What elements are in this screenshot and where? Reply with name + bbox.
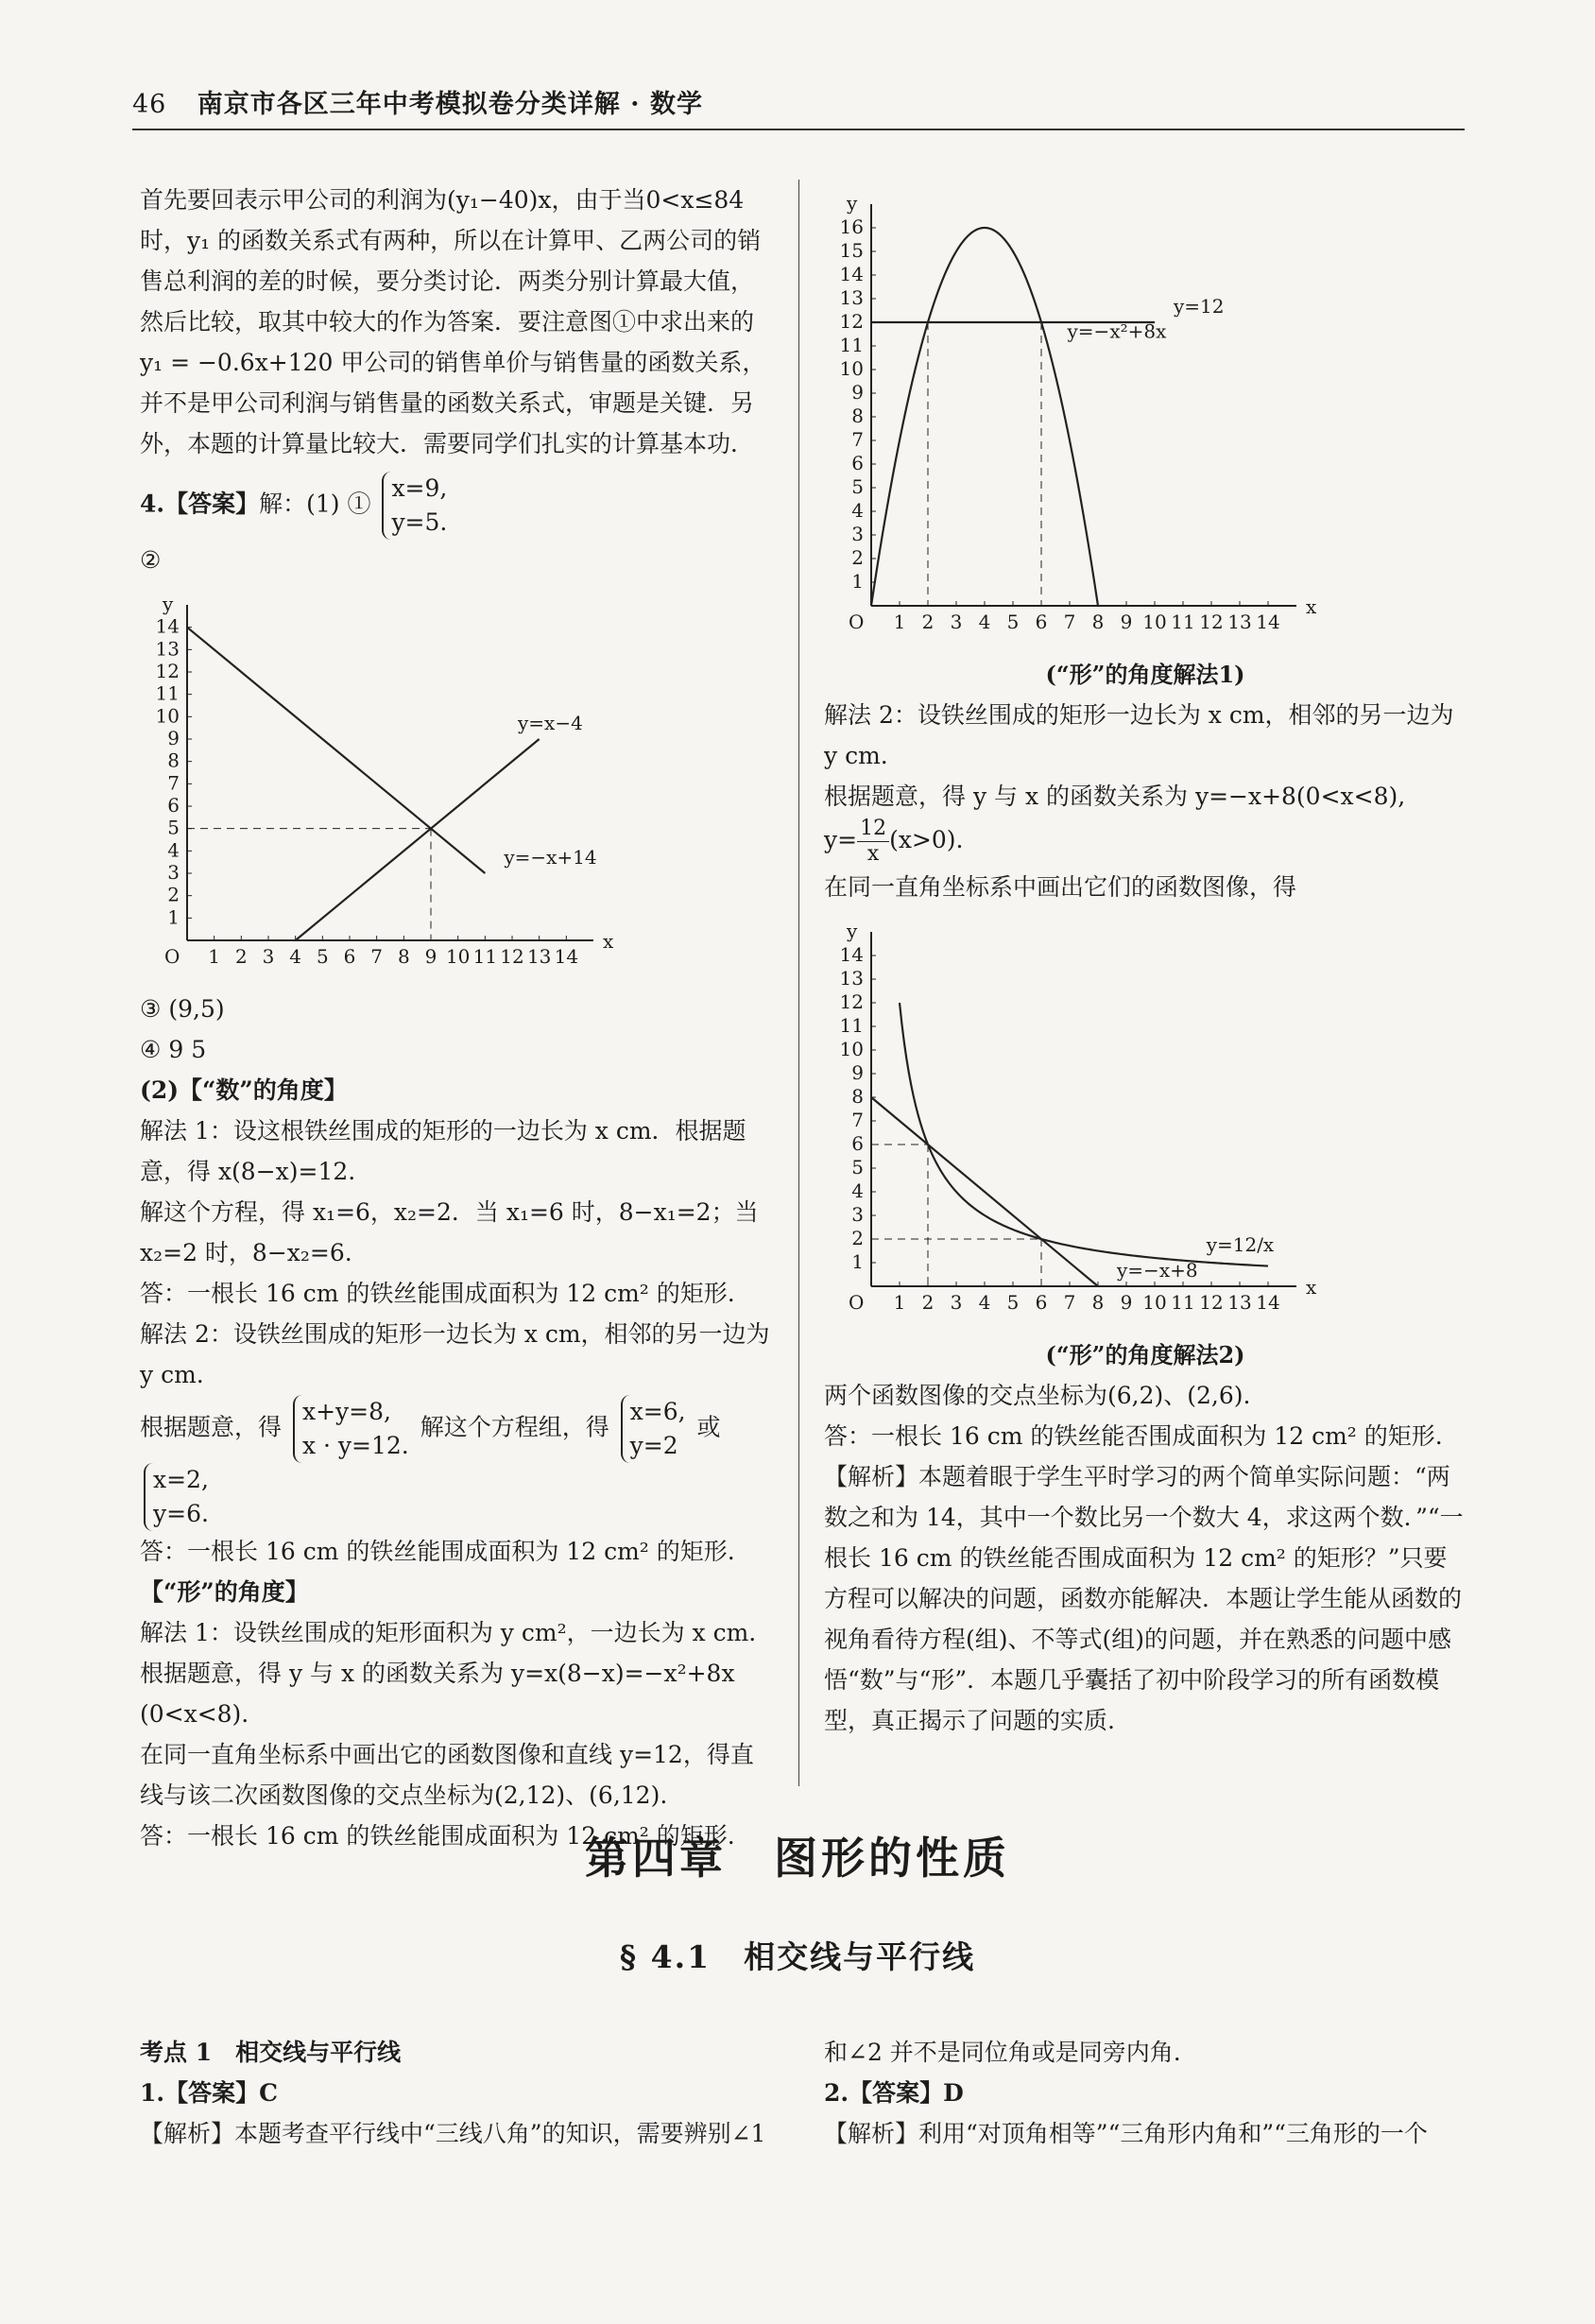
y-tick-label: 13 <box>839 286 864 309</box>
y-tick-label: 13 <box>155 637 180 661</box>
header-rule <box>132 129 1465 130</box>
shu-method2: 解法 2：设铁丝围成的矩形一边长为 x cm，相邻的另一边为 y cm. <box>140 1320 770 1388</box>
fraction-numerator: 12 <box>857 817 889 842</box>
caption-method2: (“形”的角度解法2) <box>1045 1341 1245 1369</box>
y-tick-label: 4 <box>851 499 864 522</box>
y-tick-label: 4 <box>167 838 180 862</box>
q4-label: 4.【答案】 <box>140 490 260 518</box>
x-tick-label: 4 <box>978 1291 991 1314</box>
y-tick-label: 14 <box>839 943 864 966</box>
shu-system2 <box>621 1395 686 1463</box>
x-tick-label: 8 <box>1091 611 1105 633</box>
series-label: y=−x²+8x <box>1067 319 1167 343</box>
shu-solve: 解这个方程，得 x₁=6，x₂=2．当 x₁=6 时，8−x₁=2；当 x₂=2 时，8−x₂=6. <box>140 1198 759 1266</box>
x-tick-label: 2 <box>921 1291 935 1314</box>
origin-label: O <box>849 611 865 633</box>
x-axis-label: x <box>1306 595 1317 618</box>
x-tick-label: 7 <box>1063 1291 1076 1314</box>
x-tick-label: 5 <box>316 945 329 968</box>
x-tick-label: 1 <box>893 1291 906 1314</box>
x-tick-label: 13 <box>1227 1291 1252 1314</box>
y-tick-label: 2 <box>851 546 864 569</box>
origin-label: O <box>164 945 180 968</box>
shu-answer1: 答：一根长 16 cm 的铁丝能围成面积为 12 cm² 的矩形. <box>140 1280 735 1307</box>
series-line-0 <box>187 628 485 873</box>
x-tick-label: 9 <box>1120 611 1133 633</box>
x-tick-label: 1 <box>893 611 906 633</box>
series-label: y=−x+8 <box>1117 1259 1198 1282</box>
left-column <box>140 180 775 1856</box>
r-answer: 答：一根长 16 cm 的铁丝能否围成面积为 12 cm² 的矩形. <box>824 1422 1443 1450</box>
y-tick-label: 16 <box>839 215 864 238</box>
y-tick-label: 1 <box>167 905 180 929</box>
x-tick-label: 9 <box>1120 1291 1133 1314</box>
y-tick-label: 14 <box>155 614 180 638</box>
y-tick-label: 3 <box>167 861 180 884</box>
x-tick-label: 11 <box>472 945 498 968</box>
series-label: y=x−4 <box>518 712 583 734</box>
x-tick-label: 12 <box>500 945 524 968</box>
chart-linear-intersection <box>140 586 631 983</box>
y-tick-label: 11 <box>839 334 864 356</box>
series-line-1 <box>900 1003 1268 1266</box>
x-tick-label: 11 <box>1171 611 1195 633</box>
shu-answer2: 答：一根长 16 cm 的铁丝能围成面积为 12 cm² 的矩形. <box>140 1538 735 1565</box>
series-line-0 <box>871 1097 1098 1286</box>
series-label: y=12/x <box>1206 1233 1275 1257</box>
x-tick-label: 13 <box>1227 611 1252 633</box>
answer-2: 2.【答案】D <box>824 2079 964 2107</box>
y-tick-label: 6 <box>167 794 180 817</box>
y-tick-label: 7 <box>851 428 864 451</box>
fraction <box>857 817 889 867</box>
section-title: § 4.1 相交线与平行线 <box>619 1938 976 1975</box>
y-tick-label: 4 <box>851 1179 864 1202</box>
y-tick-label: 5 <box>851 1156 864 1179</box>
shu-sys1-l2: x · y=12. <box>301 1432 409 1459</box>
r-hyperbola-eq <box>824 817 1466 867</box>
x-tick-label: 3 <box>950 1291 963 1314</box>
origin-label: O <box>849 1291 865 1314</box>
x-tick-label: 14 <box>1256 611 1280 633</box>
xing-answer: 答：一根长 16 cm 的铁丝能围成面积为 12 cm² 的矩形. <box>140 1822 735 1850</box>
x-tick-label: 4 <box>289 945 302 968</box>
bottom-left <box>140 2032 782 2154</box>
shu-sys2-l1: x=6, <box>629 1398 686 1425</box>
y-tick-label: 15 <box>839 239 864 262</box>
y-tick-label: 12 <box>155 660 180 682</box>
x-tick-label: 10 <box>1142 1291 1167 1314</box>
x-tick-label: 6 <box>1035 1291 1048 1314</box>
shu-sys-a: 根据题意，得 <box>140 1413 283 1441</box>
shu-sys3-l2: y=6. <box>153 1500 209 1527</box>
chapter-title: 第四章 图形的性质 <box>585 1833 1010 1884</box>
series-line-0 <box>871 228 1098 606</box>
y-tick-label: 8 <box>851 405 864 427</box>
y-tick-label: 7 <box>851 1109 864 1131</box>
x-tick-label: 12 <box>1199 1291 1224 1314</box>
r-relation: 根据题意，得 y 与 x 的函数关系为 y=−x+8(0<x<8), <box>824 783 1406 810</box>
y-tick-label: 8 <box>851 1085 864 1108</box>
bottom-right <box>824 2032 1466 2154</box>
y-tick-label: 6 <box>851 1132 864 1155</box>
shu-sys3-l1: x=2, <box>153 1466 209 1493</box>
q4-item4: ④ 9 5 <box>140 1036 207 1063</box>
x-tick-label: 5 <box>1006 1291 1020 1314</box>
analysis-1: 【解析】本题考查平行线中“三线八角”的知识，需要辨别∠1 <box>140 2120 766 2147</box>
x-tick-label: 7 <box>370 945 384 968</box>
series-line-1 <box>296 739 540 940</box>
xing-heading: 【“形”的角度】 <box>140 1578 309 1606</box>
x-tick-label: 11 <box>1171 1291 1195 1314</box>
book-title: 南京市各区三年中考模拟卷分类详解 · 数学 <box>197 90 703 119</box>
chart-hyperbola <box>824 913 1334 1329</box>
x-tick-label: 1 <box>208 945 221 968</box>
q4-item2: ② <box>140 546 162 574</box>
xing-method1: 解法 1：设铁丝围成的矩形面积为 y cm²，一边长为 x cm. 根据题意，得 y 与 x 的函数关系为 y=x(8−x)=−x²+8x (0<x<8). <box>140 1619 757 1728</box>
shu-system3 <box>144 1463 209 1531</box>
r-analysis: 【解析】本题着眼于学生平时学习的两个简单实际问题：“两数之和为 14，其中一个数比另一个数大 4，求这两个数．”“一根长 16 cm 的铁丝能否围成面积为 12 cm² 的矩形？”只要方程可以解决的问题，函数亦能解决．本题让学生能从函数的视角看待方程(组)、不等式(组)的问题，并在熟悉的问题中感悟“数”与“形”．本题几乎囊括了初中阶段学习的所有函数模型，真正揭示了问题的实质. <box>824 1463 1464 1734</box>
answer-1: 1.【答案】C <box>140 2079 278 2107</box>
right-column <box>824 180 1466 1741</box>
y-tick-label: 3 <box>851 1203 864 1226</box>
y-tick-label: 10 <box>155 704 180 728</box>
x-tick-label: 14 <box>1256 1291 1280 1314</box>
kaodian-heading: 考点 1 相交线与平行线 <box>140 2039 402 2066</box>
y-tick-label: 5 <box>167 816 180 839</box>
fraction-denominator: x <box>866 842 880 866</box>
xing-intersection: 在同一直角坐标系中画出它的函数图像和直线 y=12，得直线与该二次函数图像的交点坐标为(2,12)、(6,12). <box>140 1741 754 1809</box>
series-label: y=12 <box>1174 295 1225 318</box>
x-tick-label: 8 <box>1091 1291 1105 1314</box>
caption-method1: (“形”的角度解法1) <box>1045 661 1245 688</box>
y-tick-label: 11 <box>839 1014 864 1037</box>
r-eq-domain: (x>0). <box>889 826 964 853</box>
column-divider <box>798 180 799 1786</box>
r-method2: 解法 2：设铁丝围成的矩形一边长为 x cm，相邻的另一边为 y cm. <box>824 701 1454 769</box>
x-tick-label: 5 <box>1006 611 1020 633</box>
x-tick-label: 6 <box>1035 611 1048 633</box>
page-header <box>132 83 703 120</box>
y-tick-label: 5 <box>851 475 864 498</box>
x-tick-label: 13 <box>526 945 552 968</box>
y-tick-label: 2 <box>851 1227 864 1249</box>
q4-answer-line <box>140 472 775 540</box>
r-draw-text: 在同一直角坐标系中画出它们的函数图像，得 <box>824 873 1297 901</box>
y-tick-label: 9 <box>851 1061 864 1084</box>
x-tick-label: 7 <box>1063 611 1076 633</box>
x-axis-label: x <box>603 930 614 953</box>
shu-sys-b: 解这个方程组，得 <box>420 1413 609 1441</box>
shu-system-line <box>140 1395 775 1531</box>
x-tick-label: 2 <box>234 945 248 968</box>
shu-heading: (2)【“数”的角度】 <box>140 1076 348 1104</box>
x-tick-label: 9 <box>424 945 437 968</box>
analysis-2: 【解析】利用“对顶角相等”“三角形内角和”“三角形的一个 <box>824 2120 1428 2147</box>
r-intersections: 两个函数图像的交点坐标为(6,2)、(2,6). <box>824 1382 1251 1409</box>
x-tick-label: 4 <box>978 611 991 633</box>
r-eq-lhs: y= <box>824 826 858 853</box>
y-tick-label: 9 <box>167 727 180 749</box>
shu-sys2-l2: y=2 <box>629 1432 678 1459</box>
x-tick-label: 12 <box>1199 611 1224 633</box>
shu-sys-c: 或 <box>696 1413 721 1441</box>
shu-system1 <box>293 1395 409 1463</box>
y-tick-label: 6 <box>851 452 864 474</box>
chart-parabola <box>824 185 1334 648</box>
y-tick-label: 11 <box>155 681 180 705</box>
x-tick-label: 3 <box>950 611 963 633</box>
series-label: y=−x+14 <box>504 846 597 869</box>
x-tick-label: 14 <box>554 945 579 968</box>
q4-equation-system <box>382 472 447 540</box>
x-tick-label: 3 <box>262 945 275 968</box>
shu-method1: 解法 1：设这根铁丝围成的矩形的一边长为 x cm．根据题意，得 x(8−x)=12. <box>140 1117 746 1185</box>
y-tick-label: 13 <box>839 967 864 990</box>
x-tick-label: 8 <box>397 945 410 968</box>
page-number: 46 <box>132 90 167 119</box>
y-axis-label: y <box>163 593 174 615</box>
y-tick-label: 3 <box>851 523 864 545</box>
y-tick-label: 10 <box>839 1038 864 1060</box>
q4-prefix: 解：(1) ① <box>259 490 371 518</box>
y-tick-label: 10 <box>839 357 864 380</box>
x-tick-label: 10 <box>445 945 471 968</box>
intro-paragraph: 首先要回表示甲公司的利润为(y₁−40)x，由于当0<x≤84时，y₁ 的函数关系式有两种，所以在计算甲、乙两公司的销售总利润的差的时候，要分类讨论．两类分别计算最大值，然后比较，取其中较大的作为答案．要注意图①中求出来的 y₁ = −0.6x+120 甲公司的销售单价与销售量的函数关系，并不是甲公司利润与销售量的函数关系式，审题是关键．另外，本题的计算量比较大．需要同学们扎实的计算基本功． <box>140 186 766 457</box>
q4-sys-line2: y=5. <box>391 508 448 536</box>
x-tick-label: 6 <box>343 945 356 968</box>
y-tick-label: 2 <box>167 883 180 906</box>
x-tick-label: 10 <box>1142 611 1167 633</box>
y-tick-label: 1 <box>851 1250 864 1273</box>
y-tick-label: 8 <box>167 749 180 772</box>
y-axis-label: y <box>847 920 858 942</box>
q4-sys-line1: x=9, <box>391 474 448 502</box>
y-tick-label: 1 <box>851 570 864 593</box>
y-tick-label: 7 <box>167 771 180 795</box>
analysis-1-cont: 和∠2 并不是同位角或是同旁内角. <box>824 2039 1181 2066</box>
y-tick-label: 14 <box>839 263 864 285</box>
y-tick-label: 12 <box>839 310 864 333</box>
y-axis-label: y <box>847 192 858 215</box>
shu-sys1-l1: x+y=8, <box>301 1398 391 1425</box>
x-tick-label: 2 <box>921 611 935 633</box>
y-tick-label: 9 <box>851 381 864 404</box>
q4-item3: ③ (9,5) <box>140 995 225 1023</box>
y-tick-label: 12 <box>839 990 864 1013</box>
x-axis-label: x <box>1306 1276 1317 1299</box>
